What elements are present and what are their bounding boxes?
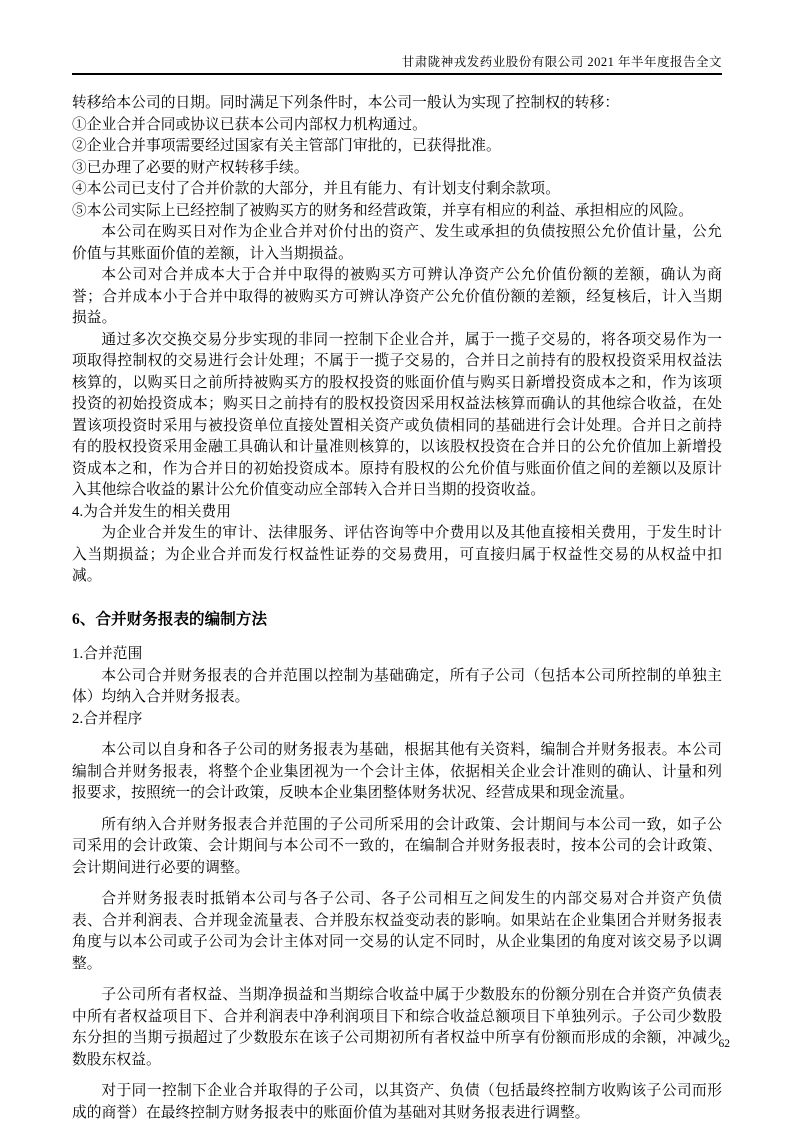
paragraph: 转移给本公司的日期。同时满足下列条件时，本公司一般认为实现了控制权的转移： [72,95,620,111]
header-title: 甘肃陇神戎发药业股份有限公司 2021 年半年度报告全文 [401,55,722,69]
paragraph: 本公司对合并成本大于合并中取得的被购买方可辨认净资产公允价值份额的差额，确认为商誉；合并成本小于合并中取得的被购买方可辨认净资产公允价值份额的差额，经复核后，计入当期损益。 [72,267,722,326]
paragraph: 合并财务报表时抵销本公司与各子公司、各子公司相互之间发生的内部交易对合并资产负债表、合并利润表、合并现金流量表、合并股东权益变动表的影响。如果站在企业集团合并财务报表角度与以本公司或子公司为会计主体对同一交易的认定不同时，从企业集团的角度对该交易予以调整。 [72,891,722,972]
paragraph: ⑤本公司实际上已经控制了被购买方的财务和经营政策，并享有相应的利益、承担相应的风险。 [72,202,694,219]
paragraph: 本公司合并财务报表的合并范围以控制为基础确定，所有子公司（包括本公司所控制的单独主体）均纳入合并财务报表。 [72,667,722,705]
paragraph: 4.为合并发生的相关费用 [72,503,232,520]
paragraph: ②企业合并事项需要经过国家有关主管部门审批的，已获得批准。 [72,138,501,154]
paragraph: 子公司所有者权益、当期净损益和当期综合收益中属于少数股东的份额分别在合并资产负债表中所有者权益项目下、合并利润表中净利润项目下和综合收益总额项目下单独列示。子公司少数股东分担的当期亏损超过了少数股东在该子公司期初所有者权益中所享有份额而形成的余额，冲减少数股东权益。 [72,987,722,1068]
paragraph: ③已办理了必要的财产权转移手续。 [72,159,309,176]
paragraph: 对于同一控制下企业合并取得的子公司，以其资产、负债（包括最终控制方收购该子公司而形成的商誉）在最终控制方财务报表中的账面价值为基础对其财务报表进行调整。 [72,1083,722,1121]
paragraph: ①企业合并合同或协议已获本公司内部权力机构通过。 [72,116,427,133]
paragraph: 本公司以自身和各子公司的财务报表为基础，根据其他有关资料，编制合并财务报表。本公司编制合并财务报表，将整个企业集团视为一个会计主体，依据相关企业会计准则的确认、计量和列报要求，按照统一的会计政策，反映本企业集团整体财务状况、经营成果和现金流量。 [72,742,722,801]
paragraph: 1.合并范围 [72,646,143,662]
paragraph: 本公司在购买日对作为企业合并对价付出的资产、发生或承担的负债按照公允价值计量，公允价值与其账面价值的差额，计入当期损益。 [72,224,722,262]
paragraph: 为企业合并发生的审计、法律服务、评估咨询等中介费用以及其他直接相关费用，于发生时计入当期损益；为企业合并而发行权益性证券的交易费用，可直接归属于权益性交易的从权益中扣减。 [72,525,722,584]
paragraph: 通过多次交换交易分步实现的非同一控制下企业合并，属于一揽子交易的，将各项交易作为一项取得控制权的交易进行会计处理；不属于一揽子交易的，合并日之前持有的股权投资采用权益法核算的，以购买日之前所持被购买方的股权投资的账面价值与购买日新增投资成本之和，作为该项投资的初始投资成本；购买日之前持有的股权投资因采用权益法核算而确认的其他综合收益，在处置该项投资时采用与被投资单位直接处置相关资产或负债相同的基础进行会计处理。合并日之前持有的股权投资采用金融工具确认和计量准则核算的，以该股权投资在合并日的公允价值加上新增投资成本之和，作为合并日的初始投资成本。原持有股权的公允价值与账面价值之间的差额以及原计入其他综合收益的累计公允价值变动应全部转入合并日当期的投资收益。 [72,331,722,498]
paragraph: 2.合并程序 [72,710,143,727]
page-number: 62 [718,1038,730,1050]
document-body [72,93,722,1122]
section-heading: 6、合并财务报表的编制方法 [72,610,268,628]
page-header [72,54,722,75]
paragraph: ④本公司已支付了合并价款的大部分，并且有能力、有计划支付剩余款项。 [72,181,560,197]
paragraph: 所有纳入合并财务报表合并范围的子公司所采用的会计政策、会计期间与本公司一致，如子公司采用的会计政策、会计期间与本公司不一致的，在编制合并财务报表时，按本公司的会计政策、会计期间进行必要的调整。 [72,816,722,876]
